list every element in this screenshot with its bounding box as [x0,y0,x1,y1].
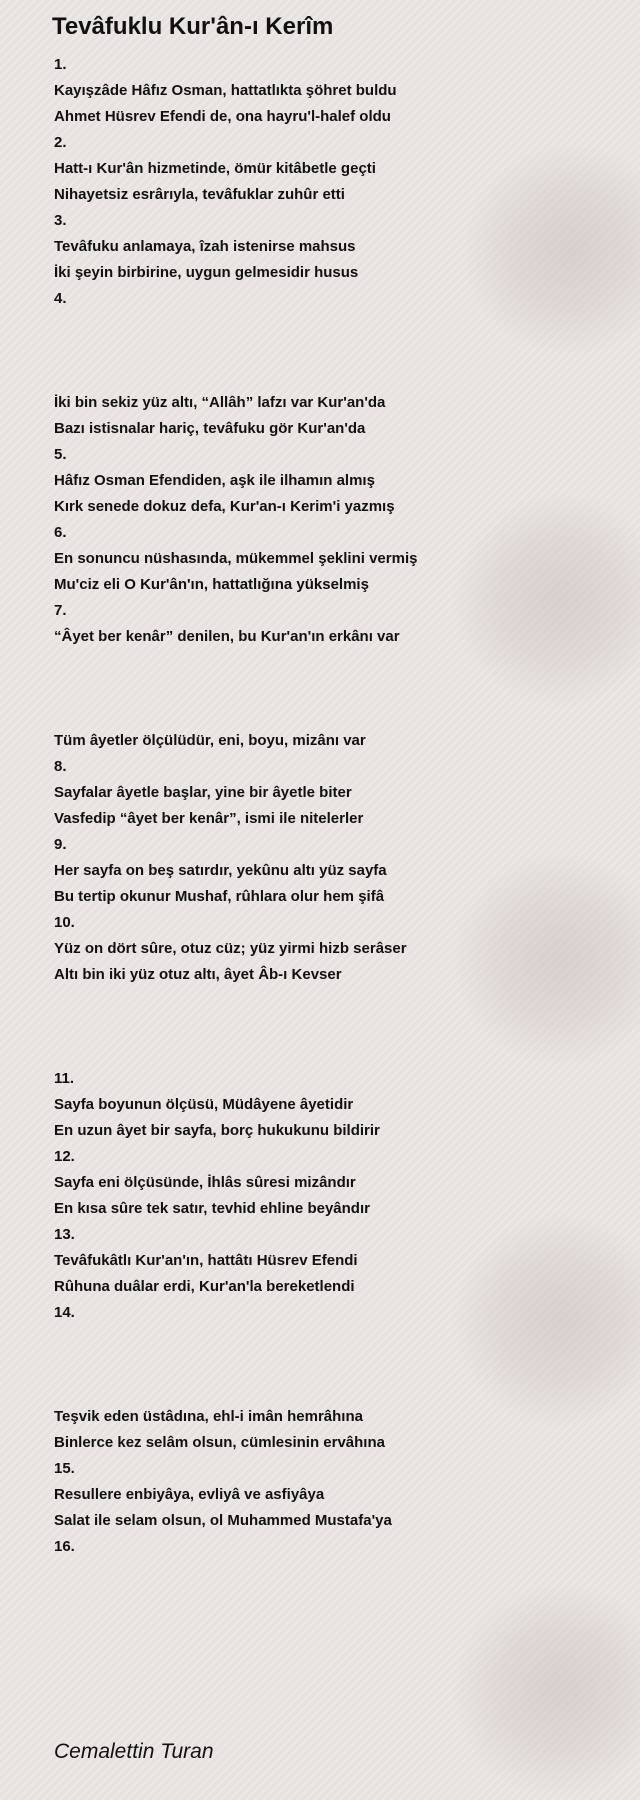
stanza-block-3 [54,728,614,988]
poem-line: Yüz on dört sûre, otuz cüz; yüz yirmi hizb serâser [54,940,407,957]
poem-line: 16. [54,1538,75,1555]
poem-line: Bu tertip okunur Mushaf, rûhlara olur hem şifâ [54,888,385,905]
stanza-gap [54,988,614,1066]
poem-line: 6. [54,524,67,541]
poem-line: Ahmet Hüsrev Efendi de, ona hayru'l-halef oldu [54,108,391,125]
stanza-gap [54,650,614,728]
poem-line: 7. [54,602,67,619]
poem-line: 9. [54,836,67,853]
poem-line: Hatt-ı Kur'ân hizmetinde, ömür kitâbetle geçti [54,160,376,177]
poem-line: İki şeyin birbirine, uygun gelmesidir husus [54,264,359,281]
poem-line: 4. [54,290,67,307]
poem-line: Her sayfa on beş satırdır, yekûnu altı yüz sayfa [54,862,387,879]
poem-line: 5. [54,446,67,463]
poem-title: Tevâfuklu Kur'ân-ı Kerîm [52,13,334,40]
poem-line: Binlerce kez selâm olsun, cümlesinin ervâhına [54,1434,385,1451]
poem-line: “Âyet ber kenâr” denilen, bu Kur'an'ın erkânı var [54,628,400,645]
author-signature: Cemalettin Turan [54,1740,214,1763]
poem-line: Salat ile selam olsun, ol Muhammed Mustafa'ya [54,1512,392,1529]
poem-line: Kayışzâde Hâfız Osman, hattatlıkta şöhret buldu [54,82,397,99]
stanza-block-2 [54,390,614,650]
poem-line: Sayfa boyunun ölçüsü, Müdâyene âyetidir [54,1096,354,1113]
poem-line: Tüm âyetler ölçülüdür, eni, boyu, mizânı var [54,732,366,749]
poem-line: Kırk senede dokuz defa, Kur'an-ı Kerim'i yazmış [54,498,395,515]
poem-line: En sonuncu nüshasında, mükemmel şeklini vermiş [54,550,418,567]
stanza-block-4 [54,1066,614,1326]
poem-line: Hâfız Osman Efendiden, aşk ile ilhamın almış [54,472,375,489]
stanza-block-1 [54,52,614,312]
stanza-gap [54,312,614,390]
poem-line: 10. [54,914,75,931]
poem-line: Rûhuna duâlar erdi, Kur'an'la bereketlendi [54,1278,355,1295]
poem-line: 11. [54,1070,75,1087]
poem-line: Sayfa eni ölçüsünde, İhlâs sûresi mizândır [54,1174,356,1191]
poem-line: Tevâfuku anlamaya, îzah istenirse mahsus [54,238,356,255]
poem-body [54,52,614,1560]
poem-line: En uzun âyet bir sayfa, borç hukukunu bildirir [54,1122,380,1139]
poem-line: 13. [54,1226,75,1243]
poem-line: Tevâfukâtlı Kur'an'ın, hattâtı Hüsrev Efendi [54,1252,358,1269]
poem-line: Resullere enbiyâya, evliyâ ve asfiyâya [54,1486,325,1503]
poem-line: En kısa sûre tek satır, tevhid ehline beyândır [54,1200,370,1217]
stanza-gap [54,1326,614,1404]
poem-line: 2. [54,134,67,151]
poem-line: Nihayetsiz esrârıyla, tevâfuklar zuhûr etti [54,186,345,203]
poem-line: İki bin sekiz yüz altı, “Allâh” lafzı var Kur'an'da [54,394,386,411]
poem-line: 8. [54,758,67,775]
stanza-block-5 [54,1404,614,1560]
poem-line: Altı bin iki yüz otuz altı, âyet Âb-ı Kevser [54,966,342,983]
poem-line: Mu'ciz eli O Kur'ân'ın, hattatlığına yükselmiş [54,576,369,593]
poem-line: 1. [54,56,67,73]
poem-line: 12. [54,1148,75,1165]
poem-line: Bazı istisnalar hariç, tevâfuku gör Kur'an'da [54,420,366,437]
poem-line: Sayfalar âyetle başlar, yine bir âyetle biter [54,784,352,801]
poem-line: 15. [54,1460,75,1477]
poem-line: 3. [54,212,67,229]
poem-line: Teşvik eden üstâdına, ehl-i imân hemrâhına [54,1408,363,1425]
poem-line: Vasfedip “âyet ber kenâr”, ismi ile nitelerler [54,810,364,827]
poem-line: 14. [54,1304,75,1321]
